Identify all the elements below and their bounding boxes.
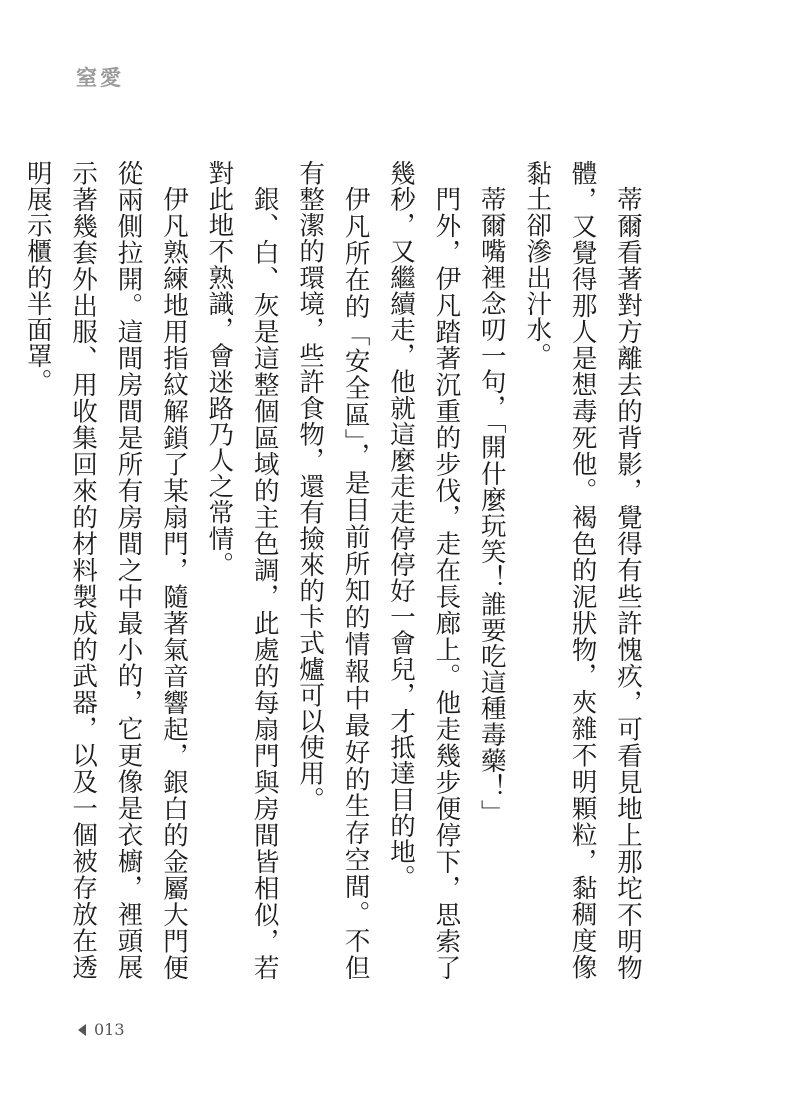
paragraph-3: 門外，伊凡踏著沉重的步伐，走在長廊上。他走幾步便停下，思索了幾秒，又繼續走，他就這麼走走停停好一會兒，才抵達目的地。 bbox=[385, 160, 462, 980]
paragraph-6: 伊凡熟練地用指紋解鎖了某扇門，隨著氣音響起，銀白的金屬大門便從兩側拉開。這間房間是所有房間之中最小的，它更像是衣櫥，裡頭展示著幾套外出服、用收集回來的材料製成的武器，以及一個被存放在透明展示櫃的半面罩。 bbox=[22, 160, 189, 980]
paragraph-5: 銀、白、灰是這整個區域的主色調，此處的每扇門與房間皆相似，若對此地不熟識，會迷路乃人之常情。 bbox=[204, 160, 280, 980]
paragraph-2: 蒂爾嘴裡念叨一句，「開什麼玩笑！誰要吃這種毒藥！」 bbox=[476, 185, 507, 826]
paragraph-1: 蒂爾看著對方離去的背影，覺得有些許愧疚，可看見地上那坨不明物體，又覺得那人是想毒死他。褐色的泥狀物，夾雜不明顆粒，黏稠度像黏土卻滲出汁水。 bbox=[522, 160, 643, 980]
running-title: 窒愛 bbox=[76, 65, 124, 90]
page-folio bbox=[78, 1020, 125, 1039]
left-triangle-icon bbox=[78, 1024, 86, 1036]
paragraph-4: 伊凡所在的「安全區」，是目前所知的情報中最好的生存空間。不但有整潔的環境，些許食物，還有撿來的卡式爐可以使用。 bbox=[295, 160, 371, 980]
page-number: 013 bbox=[94, 1020, 125, 1039]
body-text bbox=[22, 160, 650, 980]
